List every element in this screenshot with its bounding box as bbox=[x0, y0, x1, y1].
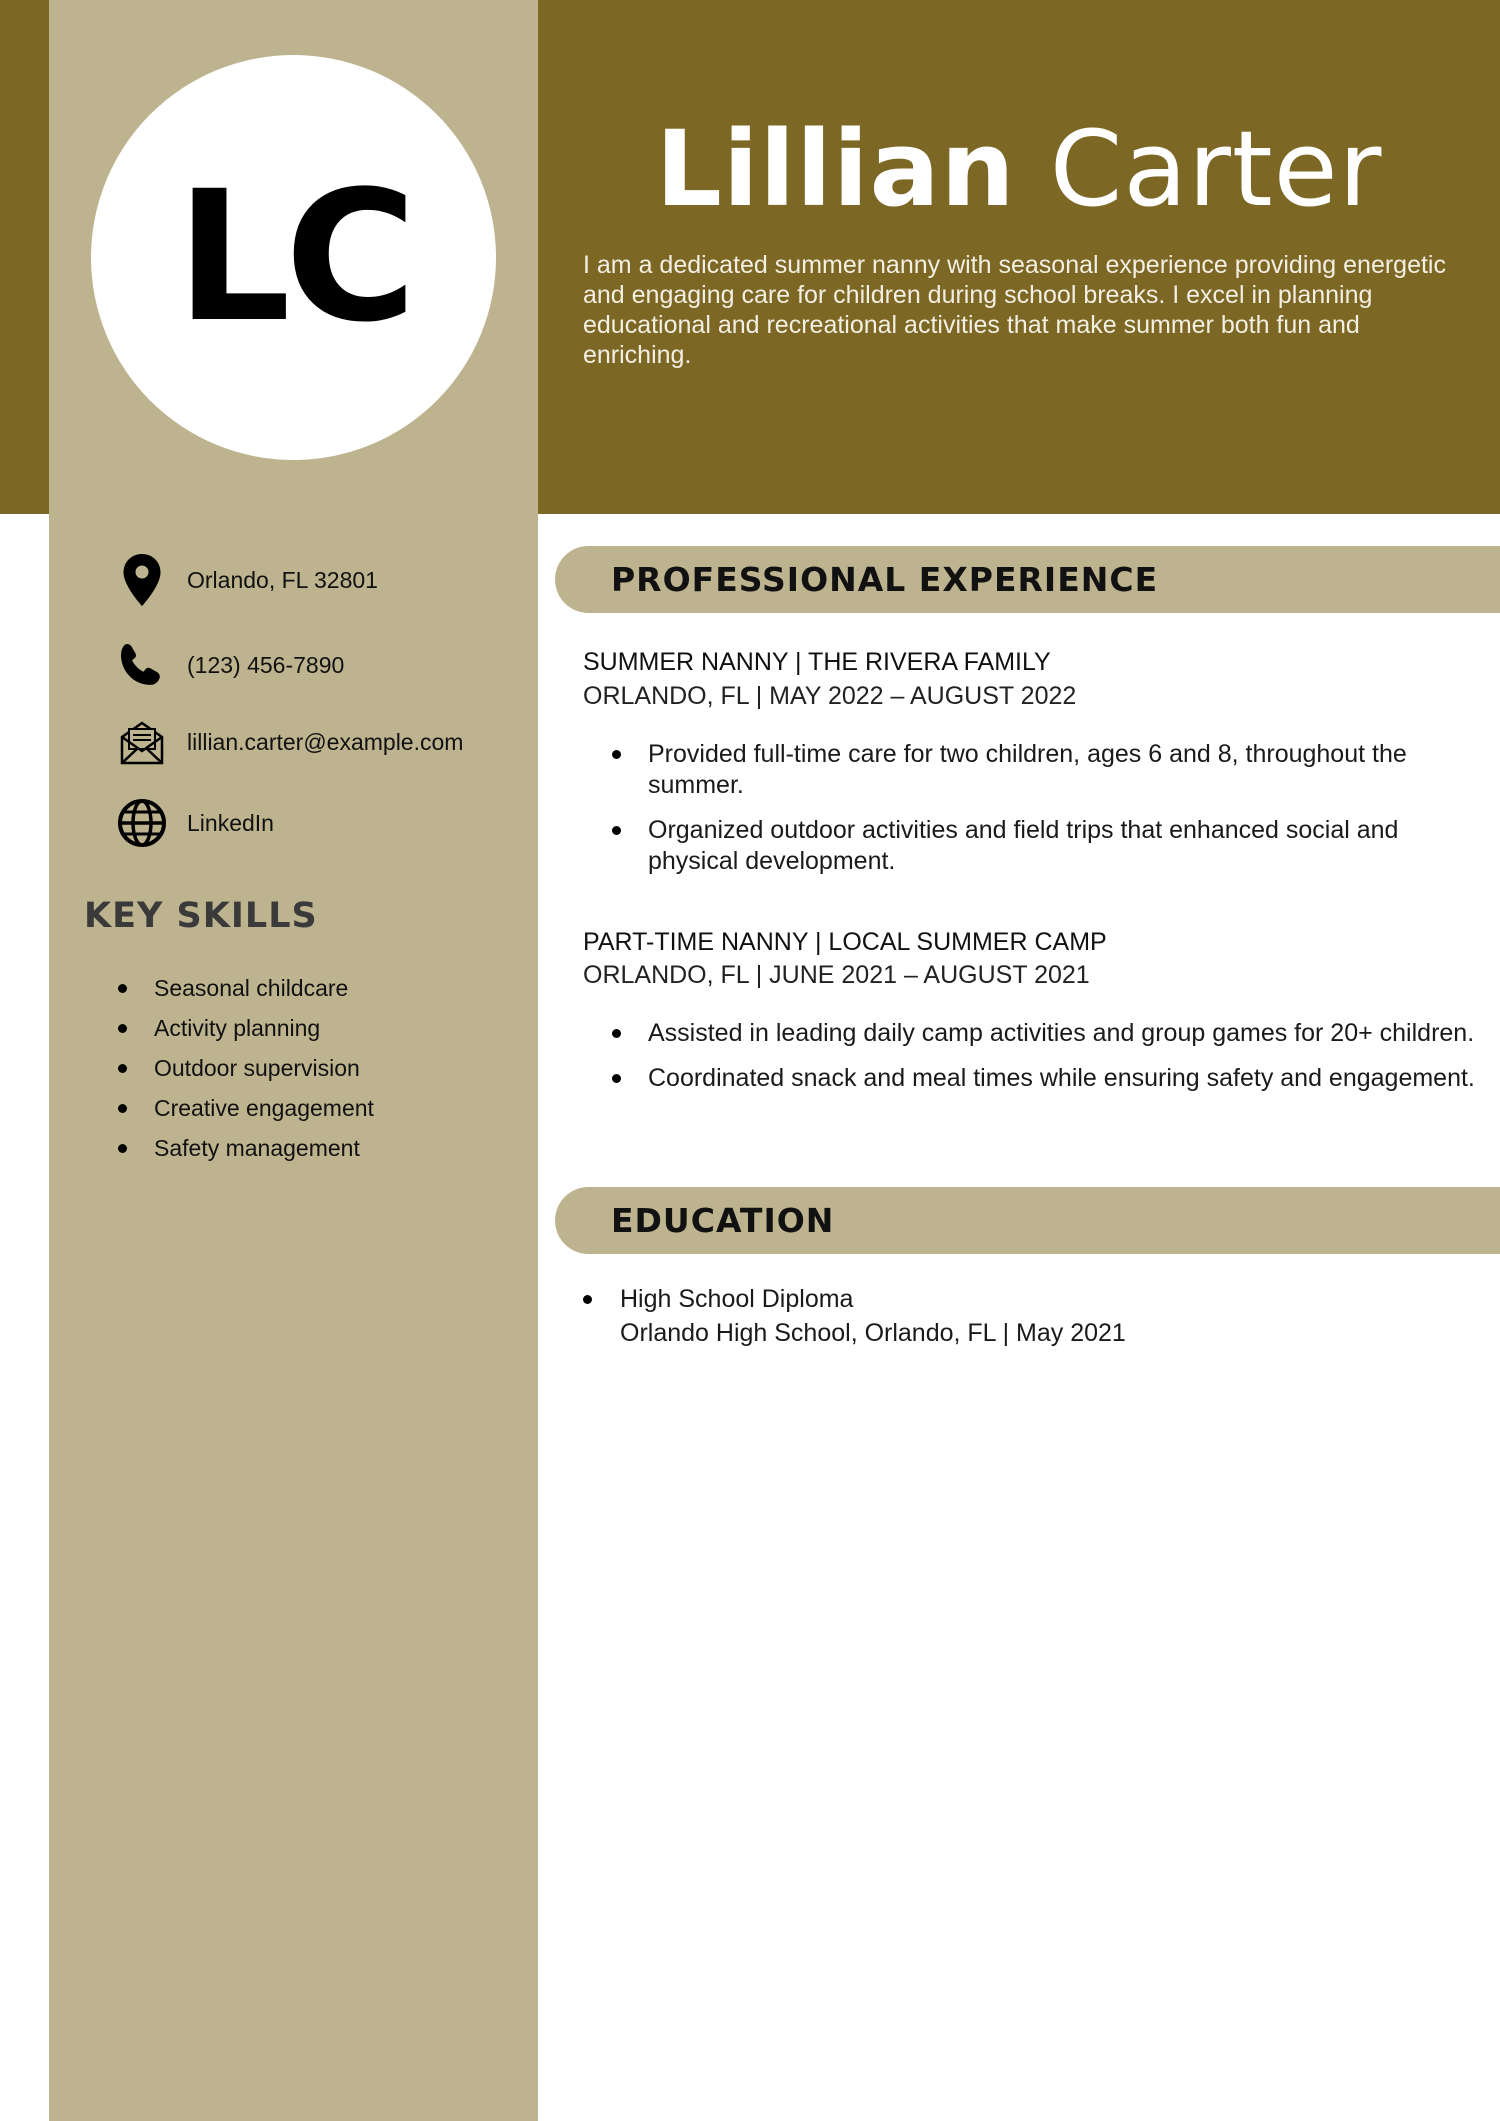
skill-item: Seasonal childcare bbox=[118, 970, 374, 1010]
contact-email-text[interactable]: lillian.carter@example.com bbox=[187, 728, 464, 755]
bullet-dot bbox=[583, 1295, 592, 1304]
contact-phone bbox=[115, 638, 515, 692]
skill-item: Safety management bbox=[118, 1130, 374, 1170]
last-name: Carter bbox=[1049, 108, 1383, 230]
skill-item: Outdoor supervision bbox=[118, 1050, 374, 1090]
education-entry bbox=[583, 1282, 1126, 1350]
job-bullet: Provided full-time care for two children, ages 6 and 8, throughout the summer. bbox=[612, 739, 1482, 801]
contact-email bbox=[115, 715, 515, 769]
contact-location-text: Orlando, FL 32801 bbox=[187, 566, 378, 593]
job-meta: ORLANDO, FL | MAY 2022 – AUGUST 2022 bbox=[583, 682, 1077, 710]
skills-list bbox=[118, 970, 374, 1170]
profile-summary: I am a dedicated summer nanny with seasonal experience providing energetic and engaging care for children during school breaks. I excel in planning educational and recreational activities that make summer both fun and enriching. bbox=[583, 251, 1446, 369]
location-pin-icon bbox=[115, 553, 169, 607]
education-section-bar bbox=[555, 1187, 1500, 1254]
accent-band bbox=[0, 0, 49, 514]
skill-item: Creative engagement bbox=[118, 1090, 374, 1130]
job-bullet: Coordinated snack and meal times while ensuring safety and engagement. bbox=[612, 1063, 1482, 1094]
education-heading: EDUCATION bbox=[611, 1201, 835, 1240]
phone-icon bbox=[115, 638, 169, 692]
skill-item: Activity planning bbox=[118, 1010, 374, 1050]
job-bullets bbox=[612, 739, 1482, 891]
contact-location bbox=[115, 553, 515, 607]
contact-linkedin bbox=[115, 796, 515, 850]
education-degree: High School Diploma bbox=[620, 1285, 854, 1313]
contact-phone-text: (123) 456-7890 bbox=[187, 651, 345, 678]
job-meta: ORLANDO, FL | JUNE 2021 – AUGUST 2021 bbox=[583, 961, 1090, 989]
experience-section-bar bbox=[555, 546, 1500, 613]
first-name: Lillian bbox=[655, 108, 1016, 230]
job-title: SUMMER NANNY | THE RIVERA FAMILY bbox=[583, 648, 1051, 676]
contact-linkedin-text[interactable]: LinkedIn bbox=[187, 809, 274, 836]
email-icon bbox=[115, 715, 169, 769]
monogram-initials: LC bbox=[176, 153, 411, 362]
job-bullet: Organized outdoor activities and field trips that enhanced social and physical development. bbox=[612, 815, 1482, 877]
monogram-circle bbox=[91, 55, 496, 460]
job-title: PART-TIME NANNY | LOCAL SUMMER CAMP bbox=[583, 928, 1107, 956]
job-bullet: Assisted in leading daily camp activities and group games for 20+ children. bbox=[612, 1018, 1482, 1049]
experience-heading: PROFESSIONAL EXPERIENCE bbox=[611, 560, 1159, 599]
globe-icon bbox=[115, 796, 169, 850]
job-bullets bbox=[612, 1018, 1482, 1108]
candidate-name bbox=[538, 108, 1500, 230]
skills-heading: KEY SKILLS bbox=[84, 896, 318, 936]
education-school: Orlando High School, Orlando, FL | May 2021 bbox=[620, 1319, 1126, 1347]
